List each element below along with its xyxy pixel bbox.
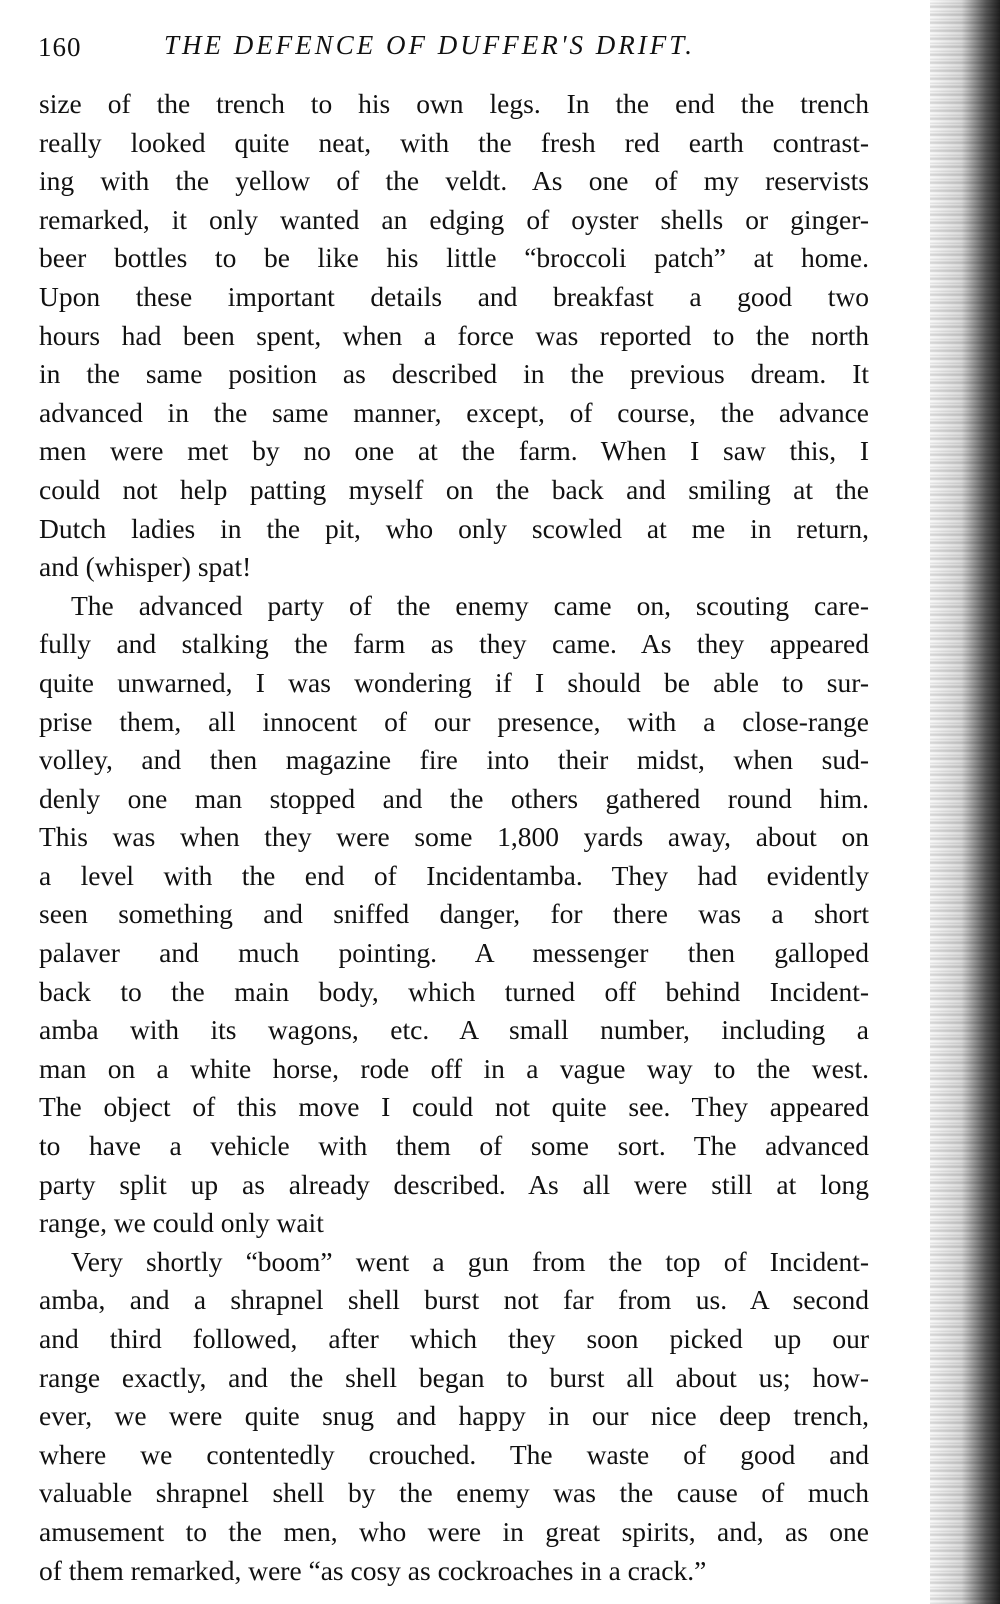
text-line: Dutch ladies in the pit, who only scowled at me in return, [39, 512, 869, 544]
text-line: amusement to the men, who were in great spirits, and, as one [39, 1515, 869, 1547]
text-line: advanced in the same manner, except, of course, the advance [39, 396, 869, 428]
text-line: men were met by no one at the farm. When I saw this, I [39, 435, 869, 467]
text-line: hours had been spent, when a force was reported to the north [39, 319, 869, 351]
text-line: volley, and then magazine fire into their midst, when sud- [39, 744, 869, 776]
text-line: valuable shrapnel shell by the enemy was the cause of much [39, 1477, 869, 1509]
text-line: party split up as already described. As all were still at long [39, 1168, 869, 1200]
page-gutter-shadow [930, 0, 1000, 1604]
text-line: really looked quite neat, with the fresh red earth contrast- [39, 126, 869, 158]
page-number: 160 [38, 32, 82, 62]
body-text [39, 85, 869, 1590]
text-line: Upon these important details and breakfast a good two [39, 280, 869, 312]
text-line: in the same position as described in the previous dream. It [39, 358, 869, 390]
text-line: amba with its wagons, etc. A small number, including a [39, 1014, 869, 1046]
text-line: man on a white horse, rode off in a vague way to the west. [39, 1052, 869, 1084]
text-line: ever, we were quite snug and happy in our nice deep trench, [39, 1400, 869, 1432]
paragraph-1 [39, 85, 869, 587]
text-line: and (whisper) spat! [39, 551, 252, 583]
text-line: ing with the yellow of the veldt. As one of my reservists [39, 165, 869, 197]
text-line: a level with the end of Incidentamba. They had evidently [39, 859, 869, 891]
text-line: denly one man stopped and the others gathered round him. [39, 782, 869, 814]
text-line: range, we could only wait [39, 1207, 324, 1239]
text-line: of them remarked, were “as cosy as cockroaches in a crack.” [39, 1554, 707, 1586]
text-line: seen something and sniffed danger, for there was a short [39, 898, 869, 930]
text-line: Very shortly “boom” went a gun from the top of Incident- [71, 1245, 869, 1277]
paragraph-3 [39, 1243, 869, 1590]
text-line: quite unwarned, I was wondering if I should be able to sur- [39, 666, 869, 698]
text-line: prise them, all innocent of our presence, with a close-range [39, 705, 869, 737]
text-line: range exactly, and the shell began to burst all about us; how- [39, 1361, 869, 1393]
text-line: remarked, it only wanted an edging of oyster shells or ginger- [39, 203, 869, 235]
text-line: to have a vehicle with them of some sort. The advanced [39, 1130, 869, 1162]
text-line: beer bottles to be like his little “broccoli patch” at home. [39, 242, 869, 274]
text-line: palaver and much pointing. A messenger then galloped [39, 937, 869, 969]
text-line: and third followed, after which they soon picked up our [39, 1323, 869, 1354]
text-line: This was when they were some 1,800 yards away, about on [39, 821, 869, 853]
running-title: THE DEFENCE OF DUFFER'S DRIFT. [164, 30, 695, 60]
paragraph-2 [39, 587, 869, 1243]
text-line: back to the main body, which turned off behind Incident- [39, 975, 869, 1007]
text-line: The advanced party of the enemy came on, scouting care- [71, 589, 869, 621]
running-head [38, 30, 868, 70]
text-line: The object of this move I could not quite see. They appeared [39, 1091, 869, 1123]
text-line: amba, and a shrapnel shell burst not far from us. A second [39, 1284, 869, 1316]
text-line: could not help patting myself on the back and smiling at the [39, 473, 869, 505]
text-line: where we contentedly crouched. The waste of good and [39, 1438, 869, 1470]
text-line: fully and stalking the farm as they came. As they appeared [39, 628, 869, 660]
text-line: size of the trench to his own legs. In the end the trench [39, 88, 869, 119]
